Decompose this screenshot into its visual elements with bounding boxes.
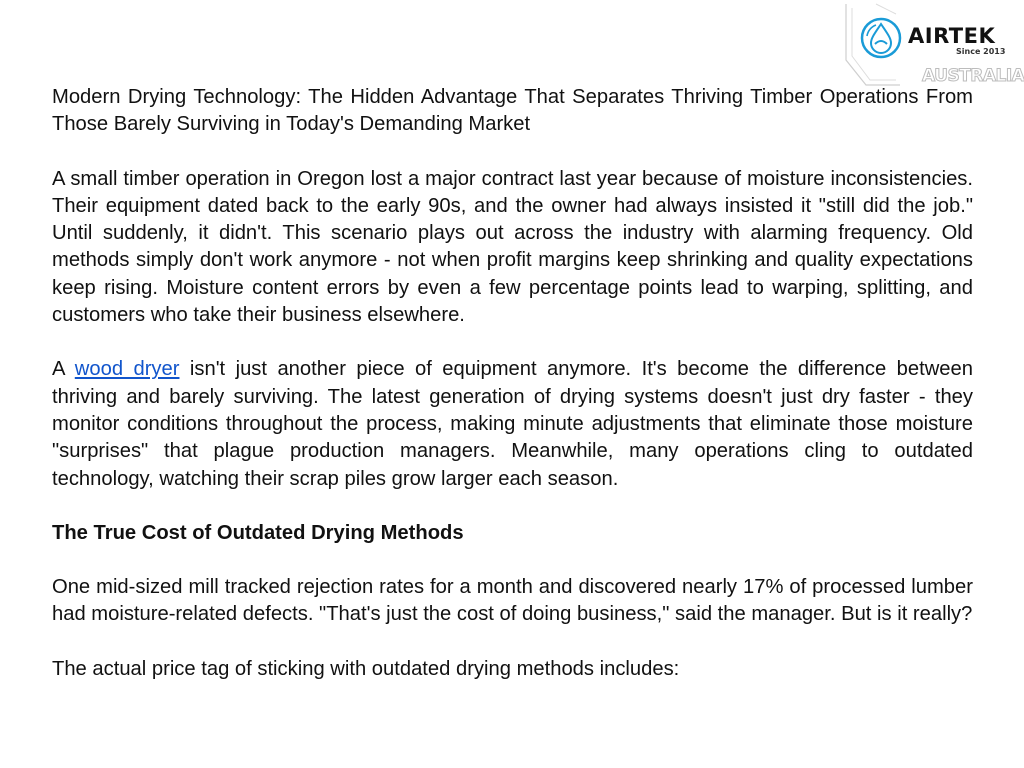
paragraph-rest-text: isn't just another piece of equipment anymore. It's become the difference between thriving and barely surviving. The latest generation of drying systems doesn't just dry faster - they monitor conditions throughout the process, making minute adjustments that eliminate those moisture "surprises" that plague production managers. Meanwhile, many operations cling to outdated technology, watching their scrap piles grow larger each season. bbox=[52, 358, 973, 490]
logo-brand-text: AIRTEK bbox=[908, 24, 996, 48]
paragraph-lead-text: A bbox=[52, 358, 75, 381]
logo-country-text: AUSTRALIA bbox=[922, 66, 1024, 86]
paragraph-wood-dryer bbox=[52, 356, 973, 492]
paragraph-cost-list-intro: The actual price tag of sticking with outdated drying methods includes: bbox=[52, 657, 680, 680]
logo-since-text: Since 2013 bbox=[956, 47, 1006, 56]
airtek-logo bbox=[836, 0, 1024, 92]
paragraph-rejection-rates: One mid-sized mill tracked rejection rates for a month and discovered nearly 17% of processed lumber had moisture-related defects. "That's just the cost of doing business," said the manager. But is it really? bbox=[52, 576, 973, 626]
paragraph-oregon-story: A small timber operation in Oregon lost a major contract last year because of moisture inconsistencies. Their equipment dated back to the early 90s, and the owner had always insisted it "still did the job." Until suddenly, it didn't. This scenario plays out across the industry with alarming frequency. Old methods simply don't work anymore - not when profit margins keep shrinking and quality expectations keep rising. Moisture content errors by even a few percentage points lead to warping, splitting, and customers who take their business elsewhere. bbox=[52, 167, 973, 327]
section-heading: The True Cost of Outdated Drying Methods bbox=[52, 521, 464, 544]
wood-dryer-link[interactable]: wood dryer bbox=[74, 358, 180, 381]
document-body bbox=[52, 84, 973, 710]
document-title: Modern Drying Technology: The Hidden Advantage That Separates Thriving Timber Operations From Those Barely Surviving in Today's Demanding Market bbox=[52, 86, 973, 136]
